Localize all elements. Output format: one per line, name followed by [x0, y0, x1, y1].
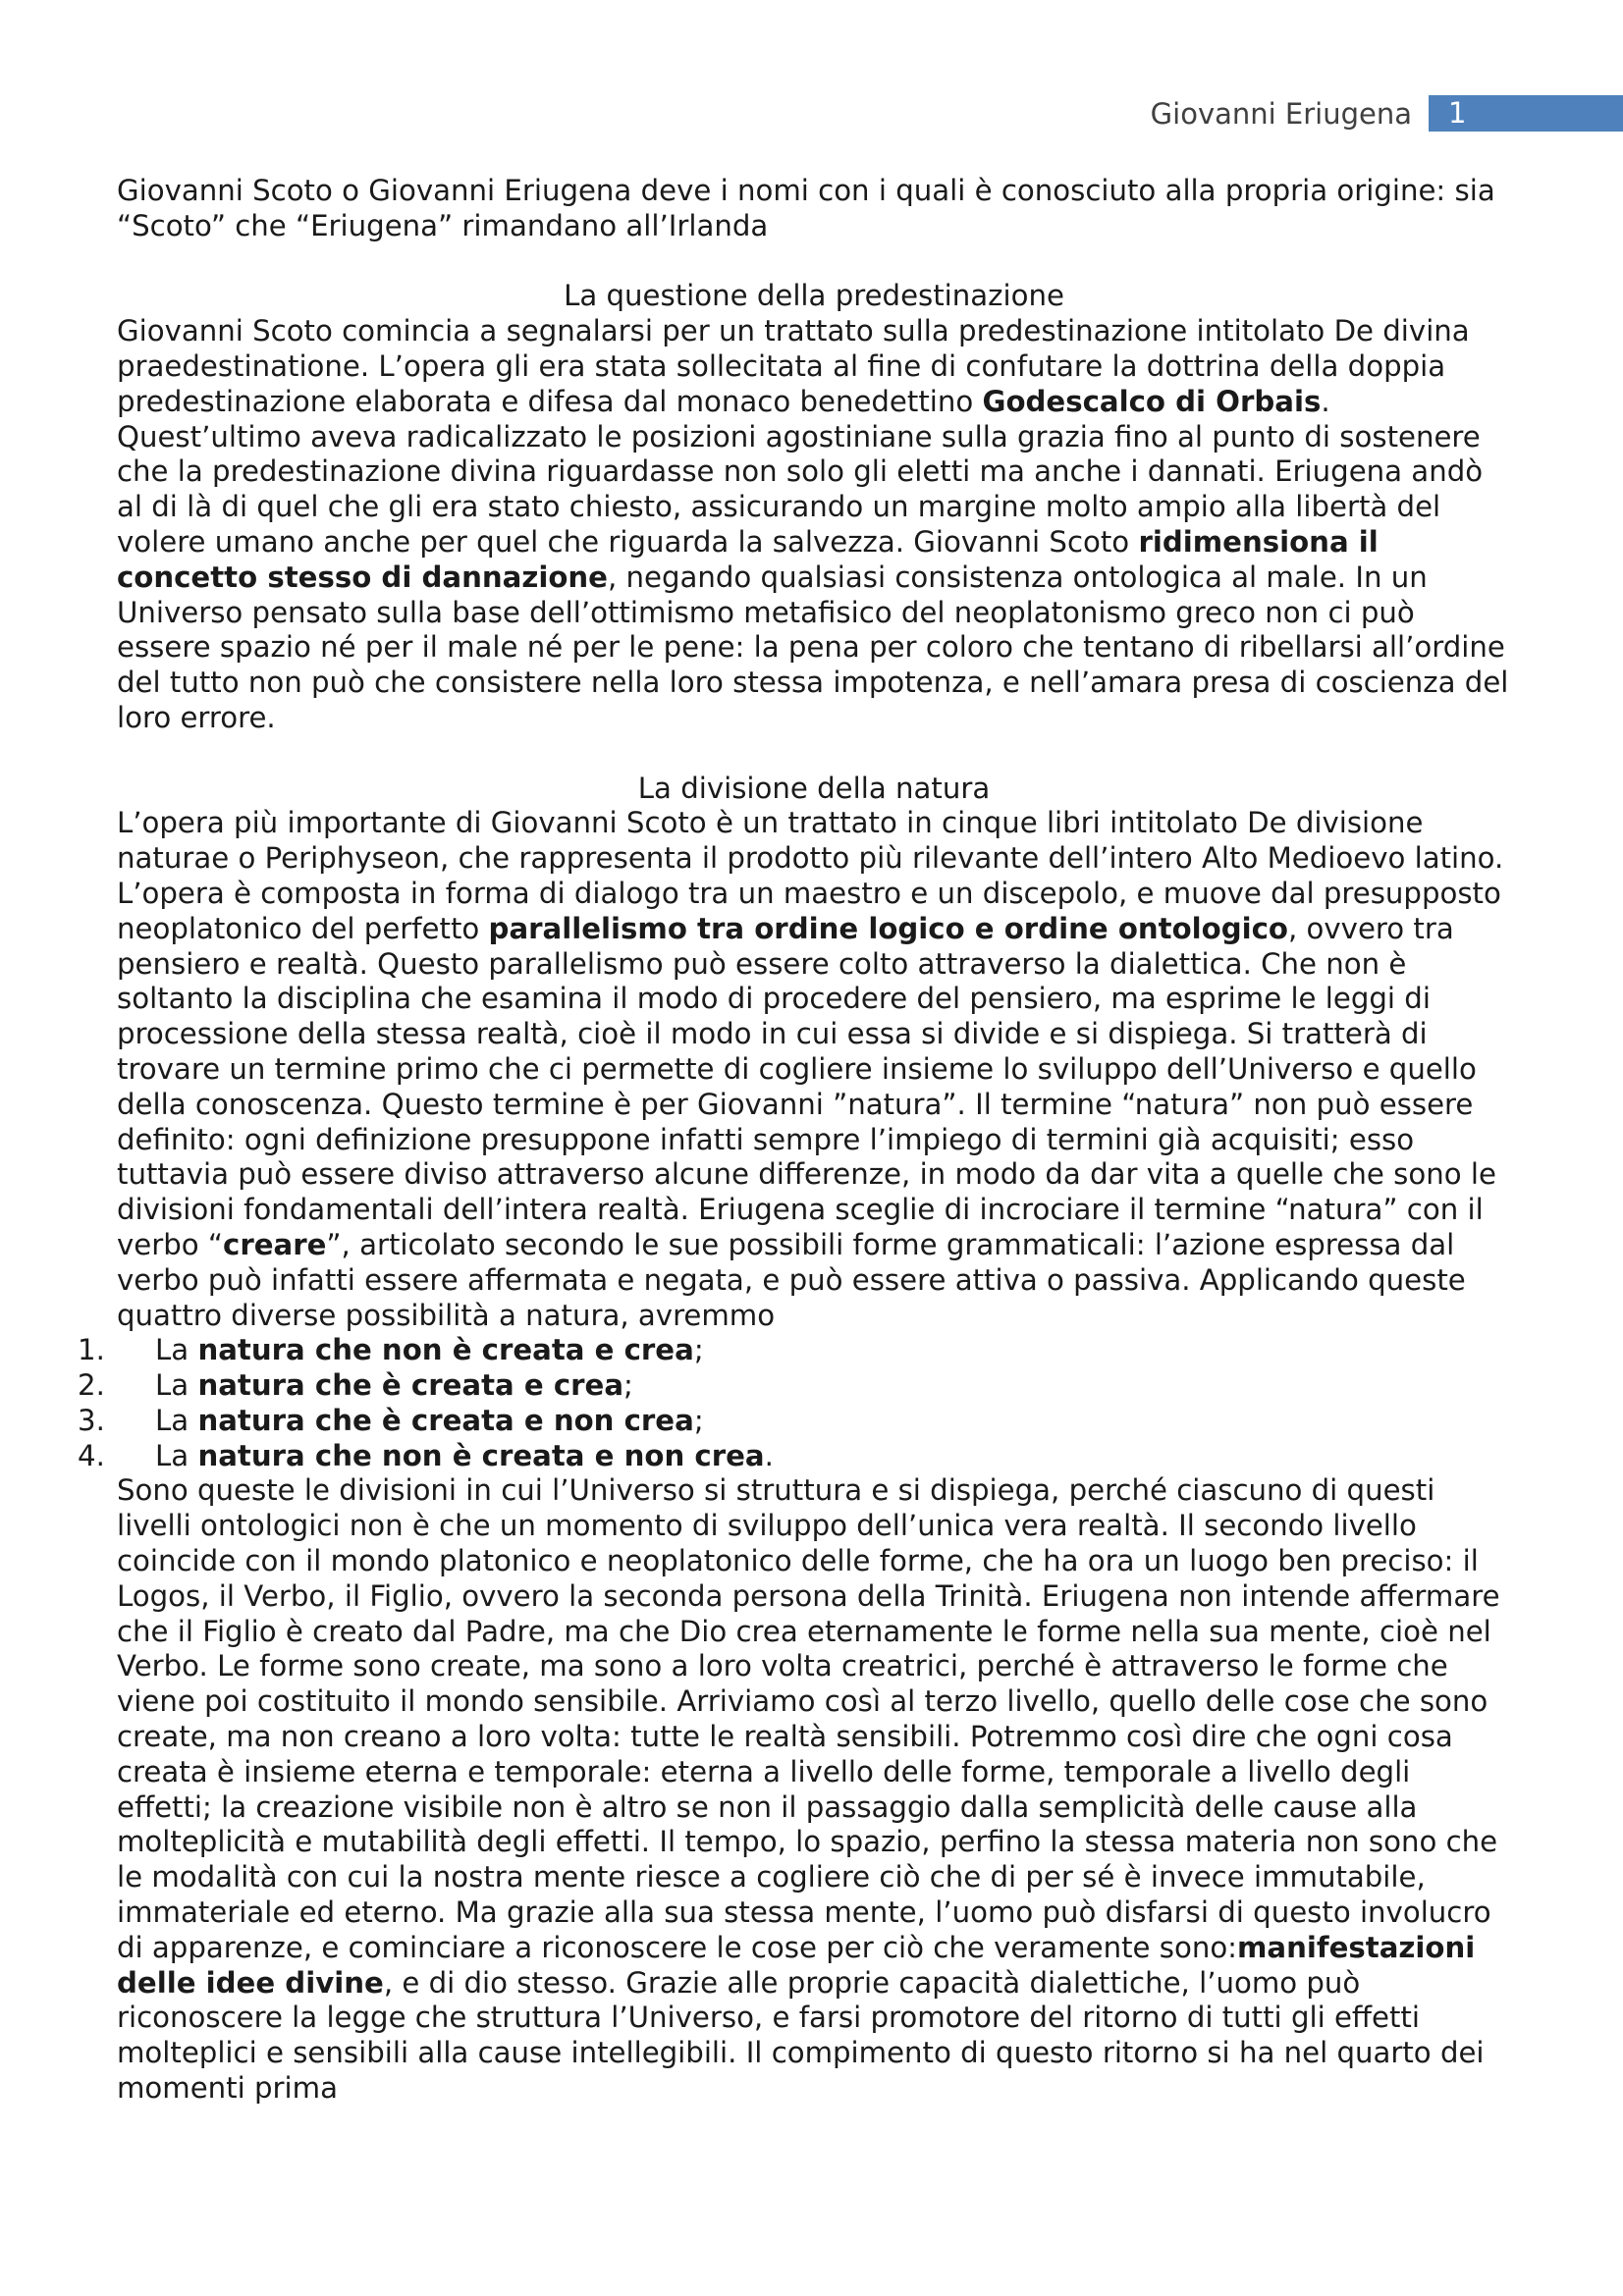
- list-item: [78, 1333, 1511, 1368]
- text-run: ;: [693, 1403, 704, 1437]
- division-paragraph: [117, 806, 1511, 1333]
- text-run: , ovvero tra pensiero e realtà. Questo parallelismo può essere colto attraverso la dialettica. Che non è soltanto la disciplina che esamina il modo di procedere del pensiero, ma esprime le leggi di processione della stessa realtà, cioè il modo in cui essa si divide e si dispiega. Si tratterà di trovare un termine primo che ci permette di cogliere insieme lo sviluppo dell’Universo e quello della conoscenza. Questo termine è per Giovanni ”natura”. Il termine “natura” non può essere definito: ogni definizione presuppone infatti sempre l’impiego di termini già acquisiti; esso tuttavia può essere diviso attraverso alcune differenze, in modo da dar vita a quelle che sono le divisioni fondamentali dell’intera realtà. Eriugena sceglie di incrociare il termine “natura” con il verbo “: [117, 911, 1496, 1261]
- list-item: [78, 1438, 1511, 1474]
- text-run: ;: [623, 1368, 633, 1403]
- text-run: ;: [693, 1333, 704, 1367]
- text-run: La: [155, 1403, 198, 1437]
- text-run: ”, articolato secondo le sue possibili forme grammaticali: l’azione espressa dal verbo può infatti essere affermata e negata, e può essere attiva o passiva. Applicando queste quattro diverse possibilità a natura, avremmo: [117, 1227, 1466, 1332]
- text-run: Sono queste le divisioni in cui l’Universo si struttura e si dispiega, perché ciascuno di questi livelli ontologici non è che un momento di sviluppo dell’unica vera realtà. Il secondo livello coincide con il mondo platonico e neoplatonico delle forme, che ha ora un luogo ben preciso: il Logos, il Verbo, il Figlio, ovvero la seconda persona della Trinità. Eriugena non intende affermare che il Figlio è creato dal Padre, ma che Dio crea eternamente le forme nella sua mente, cioè nel Verbo. Le forme sono create, ma sono a loro volta creatrici, perché è attraverso le forme che viene poi costituito il mondo sensibile. Arriviamo così al terzo livello, quello delle cose che sono create, ma non creano a loro volta: tutte le realtà sensibili. Potremmo così dire che ogni cosa creata è insieme eterna e temporale: eterna a livello delle forme, temporale a livello degli effetti; la creazione visibile non è altro se non il passaggio dalla semplicità delle cause alla molteplicità e mutabilità degli effetti. Il tempo, lo spazio, perfino la stessa materia non sono che le modalità con cui la nostra mente riesce a cogliere ciò che di per sé è invece immutabile, immateriale ed eterno. Ma grazie alla sua stessa mente, l’uomo può disfarsi di questo involucro di apparenze, e cominciare a riconoscere le cose per ciò che veramente sono:: [117, 1473, 1500, 1964]
- text-run: La: [155, 1333, 198, 1367]
- text-run: , e di dio stesso. Grazie alle proprie capacità dialettiche, l’uomo può riconoscere la legge che struttura l’Universo, e farsi promotore del ritorno di tutti gli effetti molteplici e sensibili alla cause intellegibili. Il compimento di questo ritorno si ha nel quarto dei momenti prima: [117, 1965, 1485, 2106]
- list-item: [78, 1403, 1511, 1439]
- bold-text: creare: [223, 1227, 327, 1261]
- text-run: La: [155, 1368, 198, 1403]
- spacer: [117, 736, 1511, 772]
- text-run: . Quest’ultimo aveva radicalizzato le posizioni agostiniane sulla grazia fino al punto di sostenere che la predestinazione divina riguardasse non solo gli eletti ma anche i dannati. Eriugena andò al di là di quel che gli era stato chiesto, assicurando un margine molto ampio alla libertà del volere umano anche per quel che riguarda la salvezza. Giovanni Scoto: [117, 384, 1484, 559]
- text-run: .: [764, 1438, 774, 1472]
- text-run: La: [155, 1438, 198, 1472]
- bold-text: natura che è creata e crea: [197, 1368, 624, 1403]
- list-number: 2.: [78, 1368, 105, 1403]
- bold-text: Godescalco di Orbais: [982, 384, 1322, 418]
- bold-text: natura che è creata e non crea: [197, 1403, 694, 1437]
- intro-paragraph: Giovanni Scoto o Giovanni Eriugena deve i nomi con i quali è conosciuto alla propria origine: sia “Scoto” che “Eriugena” rimandano all’Irlanda: [117, 174, 1495, 242]
- page-number-box: [1429, 95, 1623, 132]
- bold-text: parallelismo tra ordine logico e ordine ontologico: [488, 911, 1288, 945]
- list-number: 1.: [78, 1333, 105, 1367]
- section-heading-division: La divisione della natura: [637, 771, 991, 805]
- running-header-title: Giovanni Eriugena: [1150, 97, 1412, 131]
- section-heading-predestination: La questione della predestinazione: [564, 279, 1064, 313]
- bold-text: ridimensiona il concetto stesso di dannazione: [117, 524, 1379, 594]
- list-item: [78, 1368, 1511, 1404]
- list-number: 3.: [78, 1403, 105, 1437]
- natura-list: [78, 1333, 1511, 1473]
- spacer: [117, 244, 1511, 280]
- bold-text: manifestazioni delle idee divine: [117, 1930, 1476, 2000]
- bold-text: natura che non è creata e non crea: [197, 1438, 765, 1472]
- text-run: , negando qualsiasi consistenza ontologica al male. In un Universo pensato sulla base dell’ottimismo metafisico del neoplatonismo greco non ci può essere spazio né per il male né per le pene: la pena per coloro che tentano di ribellarsi all’ordine del tutto non può che consistere nella loro stessa impotenza, e nell’amara presa di coscienza del loro errore.: [117, 560, 1509, 734]
- text-run: Giovanni Scoto comincia a segnalarsi per un trattato sulla predestinazione intitolato De divina praedestinatione. L’opera gli era stata sollecitata al fine di confutare la dottrina della doppia predestinazione elaborata e difesa dal monaco benedettino: [117, 314, 1470, 418]
- list-number: 4.: [78, 1438, 105, 1472]
- text-run: L’opera più importante di Giovanni Scoto è un trattato in cinque libri intitolato De divisione naturae o Periphyseon, che rappresenta il prodotto più rilevante dell’intero Alto Medioevo latino. L’opera è composta in forma di dialogo tra un maestro e un discepolo, e muove dal presupposto neoplatonico del perfetto: [117, 806, 1504, 945]
- predestination-paragraph: [117, 314, 1511, 736]
- page-number: 1: [1448, 96, 1467, 130]
- bold-text: natura che non è creata e crea: [197, 1333, 694, 1367]
- levels-paragraph: [117, 1473, 1511, 2106]
- document-body: [78, 174, 1511, 2107]
